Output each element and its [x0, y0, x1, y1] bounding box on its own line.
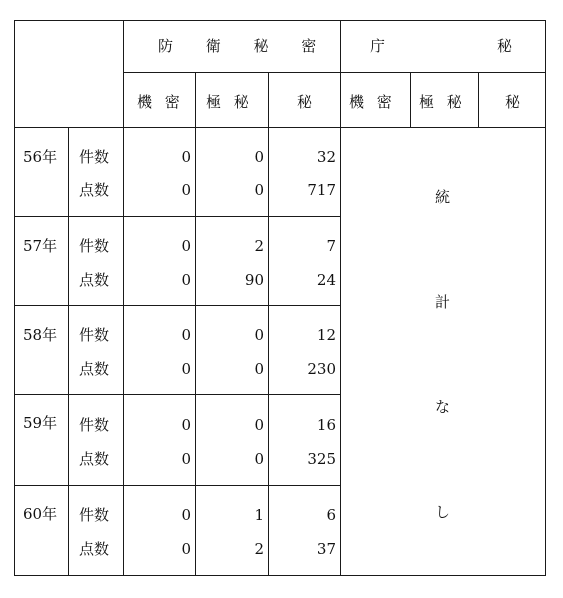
header-defense-secret: 防 衛 秘 密 — [158, 37, 331, 55]
cell-58-ken-kimitsu: 0 — [181, 326, 191, 344]
cell-57-ken-kimitsu: 0 — [181, 237, 191, 255]
cell-59-ken-kimitsu: 0 — [181, 416, 191, 434]
cell-57-ten-hi: 24 — [316, 271, 336, 289]
rule-agency-1 — [410, 72, 411, 128]
cell-60-ten-gokuhi: 2 — [254, 540, 264, 558]
cell-60-ten-kimitsu: 0 — [181, 540, 191, 558]
rule-header-bottom — [14, 127, 546, 128]
cell-56-ken-hi: 32 — [316, 148, 336, 166]
rule-header-mid — [123, 72, 546, 73]
label-ken-56: 件数 — [79, 148, 110, 166]
cell-57-ken-hi: 7 — [326, 237, 336, 255]
label-ten-58: 点数 — [79, 360, 110, 378]
year-58: 58年 — [23, 326, 58, 344]
no-stats-char-3: な — [435, 398, 451, 416]
cell-60-ten-hi: 37 — [316, 540, 336, 558]
year-57: 57年 — [23, 237, 58, 255]
rule-def-1 — [195, 72, 196, 576]
label-ten-59: 点数 — [79, 450, 110, 468]
rule-top — [14, 20, 546, 21]
no-stats-char-1: 統 — [435, 188, 451, 206]
cell-56-ten-gokuhi: 0 — [254, 181, 264, 199]
rule-bottom — [14, 575, 546, 576]
rule-row-58 — [14, 394, 340, 395]
cell-58-ten-hi: 230 — [307, 360, 336, 378]
cell-60-ken-kimitsu: 0 — [181, 506, 191, 524]
header-agency-secret-tail: 秘 — [497, 37, 513, 55]
label-ten-57: 点数 — [79, 271, 110, 289]
sub-defense-hi: 秘 — [297, 93, 313, 111]
rule-row-59 — [14, 485, 340, 486]
cell-59-ten-hi: 325 — [307, 450, 336, 468]
cell-59-ten-kimitsu: 0 — [181, 450, 191, 468]
cell-57-ken-gokuhi: 2 — [254, 237, 264, 255]
rule-agency-2 — [478, 72, 479, 128]
cell-58-ken-hi: 12 — [316, 326, 336, 344]
cell-59-ken-gokuhi: 0 — [254, 416, 264, 434]
rule-right — [545, 20, 546, 576]
rule-row-57 — [14, 305, 340, 306]
rule-label-data — [123, 20, 124, 576]
sub-defense-kimitsu: 機 密 — [137, 93, 184, 111]
header-agency-secret: 庁 — [370, 37, 386, 55]
rule-def-2 — [268, 72, 269, 576]
label-ken-58: 件数 — [79, 326, 110, 344]
rule-row-56 — [14, 216, 340, 217]
cell-56-ken-kimitsu: 0 — [181, 148, 191, 166]
cell-56-ten-hi: 717 — [307, 181, 336, 199]
label-ten-56: 点数 — [79, 181, 110, 199]
cell-60-ken-gokuhi: 1 — [254, 506, 264, 524]
rule-def-agency — [340, 20, 341, 576]
no-stats-char-4: し — [435, 503, 451, 521]
cell-56-ken-gokuhi: 0 — [254, 148, 264, 166]
year-60: 60年 — [23, 505, 58, 523]
sub-agency-kimitsu: 機 密 — [349, 93, 396, 111]
year-59: 59年 — [23, 414, 58, 432]
cell-58-ten-kimitsu: 0 — [181, 360, 191, 378]
label-ken-59: 件数 — [79, 416, 110, 434]
rule-year-label — [68, 127, 69, 576]
sub-defense-gokuhi: 極 秘 — [206, 93, 253, 111]
cell-57-ten-gokuhi: 90 — [244, 271, 264, 289]
cell-56-ten-kimitsu: 0 — [181, 181, 191, 199]
sub-agency-hi: 秘 — [505, 93, 521, 111]
cell-57-ten-kimitsu: 0 — [181, 271, 191, 289]
cell-58-ten-gokuhi: 0 — [254, 360, 264, 378]
label-ken-60: 件数 — [79, 506, 110, 524]
label-ten-60: 点数 — [79, 540, 110, 558]
cell-59-ten-gokuhi: 0 — [254, 450, 264, 468]
cell-60-ken-hi: 6 — [326, 506, 336, 524]
label-ken-57: 件数 — [79, 237, 110, 255]
rule-left — [14, 20, 15, 576]
cell-59-ken-hi: 16 — [316, 416, 336, 434]
year-56: 56年 — [23, 148, 58, 166]
no-stats-char-2: 計 — [435, 293, 451, 311]
cell-58-ken-gokuhi: 0 — [254, 326, 264, 344]
sub-agency-gokuhi: 極 秘 — [419, 93, 466, 111]
